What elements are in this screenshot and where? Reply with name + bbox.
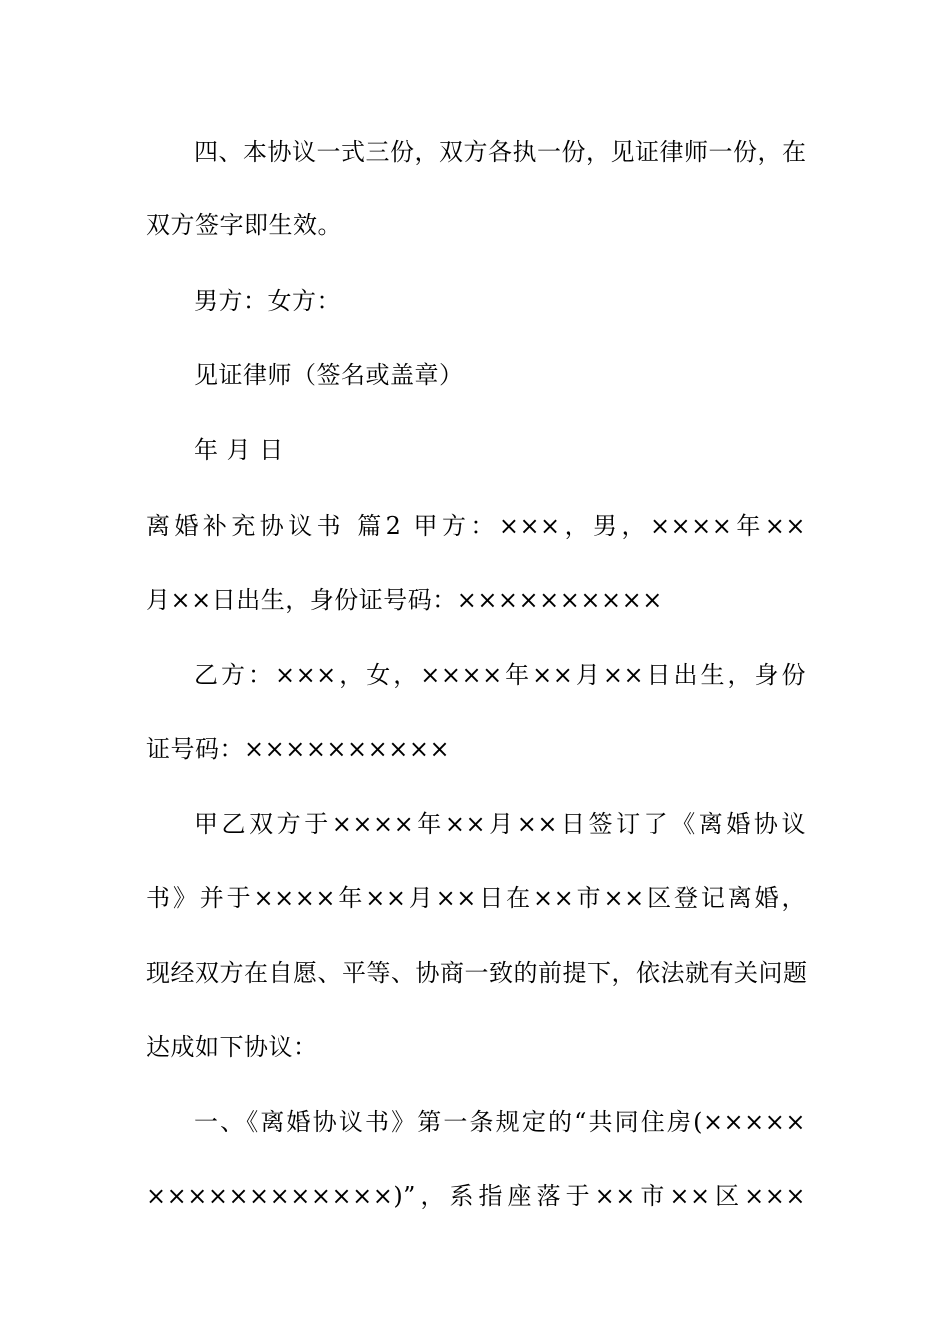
paragraph-line: 一、《离婚协议书》第一条规定的“共同住房(××××× xyxy=(194,1108,806,1136)
paragraph-line: 四、本协议一式三份，双方各执一份，见证律师一份，在 xyxy=(194,138,807,166)
paragraph-line: 证号码：×××××××××× xyxy=(146,735,451,763)
paragraph-line: 达成如下协议： xyxy=(146,1033,318,1061)
paragraph-line: 月××日出生，身份证号码：×××××××××× xyxy=(146,586,663,614)
section-title-line: 离婚补充协议书 篇2 甲方：×××，男，××××年×× xyxy=(146,512,806,540)
paragraph-line: 双方签字即生效。 xyxy=(146,211,342,239)
date-line: 年 月 日 xyxy=(194,436,284,464)
paragraph-line: 乙方：×××，女，××××年××月××日出生，身份 xyxy=(194,661,806,689)
paragraph-line: 甲乙双方于××××年××月××日签订了《离婚协议 xyxy=(194,810,806,838)
signature-line-lawyer: 见证律师（签名或盖章） xyxy=(194,361,464,389)
signature-line-parties: 男方：女方： xyxy=(194,287,341,315)
paragraph-line: ××××××××××××)”，系指座落于××市××区××× xyxy=(146,1182,806,1210)
paragraph-line: 书》并于××××年××月××日在××市××区登记离婚， xyxy=(146,884,806,912)
paragraph-line: 现经双方在自愿、平等、协商一致的前提下，依法就有关问题 xyxy=(146,959,808,987)
